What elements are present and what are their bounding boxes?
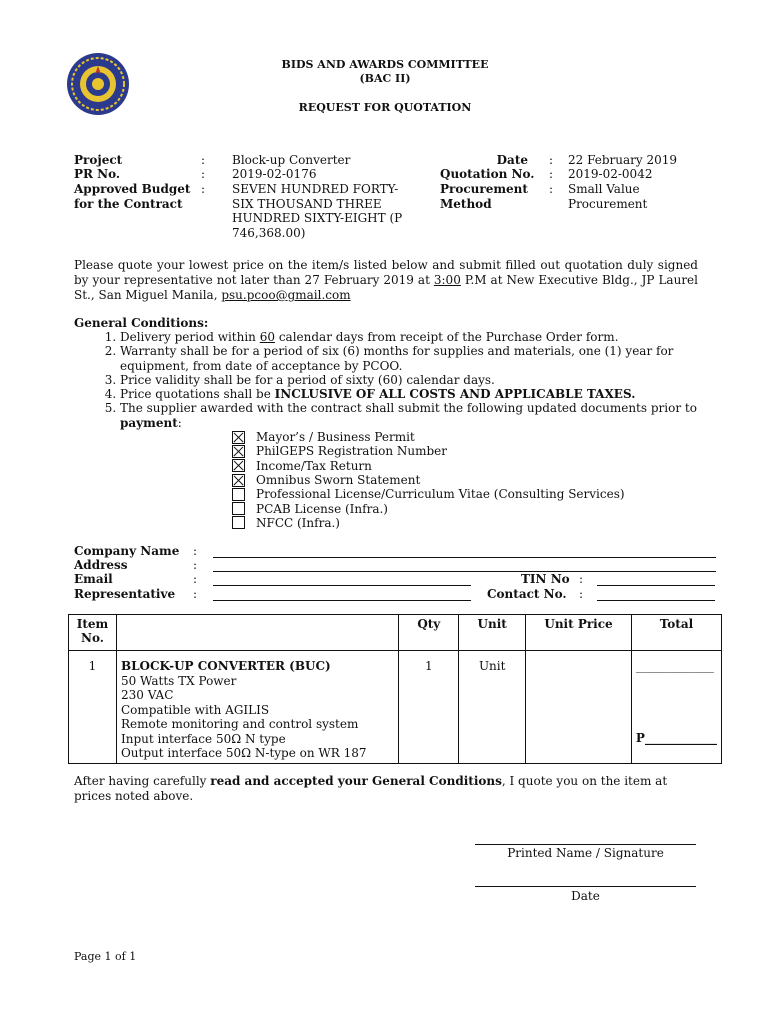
documents-checklist xyxy=(232,430,625,530)
colon: : xyxy=(193,558,198,572)
date-line[interactable] xyxy=(475,886,696,887)
company-name-label: Company Name xyxy=(74,544,180,558)
abc-label: Approved Budget for the Contract xyxy=(74,182,191,211)
printed-name-signature-label: Printed Name / Signature xyxy=(507,846,664,860)
intro-text-2: P.M at New Executive Bldg., JP Laurel St., San Miguel Manila, xyxy=(74,273,698,302)
condition-emphasis: INCLUSIVE OF ALL COSTS AND APPLICABLE TAXES. xyxy=(274,387,636,402)
condition-text: calendar days from receipt of the Purchase Order form. xyxy=(275,330,619,344)
colon: : xyxy=(579,572,584,586)
signature-line[interactable] xyxy=(475,844,696,845)
document-label: Professional License/Curriculum Vitae (Consulting Services) xyxy=(256,487,625,502)
colon: : xyxy=(193,587,198,601)
closing-emphasis: read and accepted your General Conditions xyxy=(210,774,502,788)
header-item-no: Item No. xyxy=(69,615,117,651)
committee-title: BIDS AND AWARDS COMMITTEE xyxy=(281,58,489,71)
closing-text: , I quote you on the item at prices noted above. xyxy=(74,774,668,803)
spec-line: Compatible with AGILIS xyxy=(120,702,270,717)
closing-statement xyxy=(74,774,694,804)
closing-text: After having carefully xyxy=(74,774,211,788)
item-no-cell: 1 xyxy=(69,651,117,764)
spec-line: Input interface 50Ω N type xyxy=(120,731,286,746)
document-item xyxy=(232,516,625,530)
colon: : xyxy=(201,153,206,167)
condition-text: The supplier awarded with the contract shall submit the following updated documents prior to xyxy=(120,401,697,416)
items-table xyxy=(68,614,722,764)
tin-label: TIN No xyxy=(521,572,570,586)
procurement-method-value: Small Value Procurement xyxy=(568,182,648,211)
condition-text: : xyxy=(177,415,182,430)
contact-no-label: Contact No. xyxy=(487,587,567,601)
condition-1 xyxy=(120,330,704,344)
document-title: REQUEST FOR QUOTATION xyxy=(298,101,472,114)
page-number: Page 1 of 1 xyxy=(74,950,137,963)
colon: : xyxy=(201,167,206,181)
document-label: Mayor’s / Business Permit xyxy=(256,430,415,445)
document-item xyxy=(232,459,625,473)
table-header-row xyxy=(69,615,722,651)
colon: : xyxy=(549,182,554,196)
contact-no-field[interactable] xyxy=(597,600,715,601)
project-label: Project xyxy=(74,153,123,167)
checkbox-unchecked[interactable] xyxy=(232,516,245,529)
pr-no-label: PR No. xyxy=(74,167,121,181)
colon: : xyxy=(201,182,206,196)
spec-line: 230 VAC xyxy=(120,688,174,702)
address-label: Address xyxy=(74,558,128,572)
email-field[interactable] xyxy=(213,585,471,586)
quotation-no-value: 2019-02-0042 xyxy=(568,167,653,181)
header-unit: Unit xyxy=(459,615,526,651)
qty-cell: 1 xyxy=(399,651,459,764)
colon: : xyxy=(579,587,584,601)
description-cell xyxy=(116,651,398,764)
unit-cell: Unit xyxy=(459,651,526,764)
condition-2: 2. Warranty shall be for a period of six (6) months for supplies and materials, one (1) year for equipment, from date of acceptance by PCOO. xyxy=(120,344,704,373)
address-field[interactable] xyxy=(213,571,716,572)
colon: : xyxy=(549,153,554,167)
representative-field[interactable] xyxy=(213,600,471,601)
condition-text: Delivery period within xyxy=(120,330,260,344)
signature-date-label: Date xyxy=(571,889,600,903)
unit-price-cell[interactable] xyxy=(526,651,632,764)
document-label: Income/Tax Return xyxy=(256,458,372,473)
colon: : xyxy=(193,572,198,586)
condition-4 xyxy=(120,387,704,401)
document-label: PCAB License (Infra.) xyxy=(256,501,388,516)
header-unit-price: Unit Price xyxy=(526,615,632,651)
checkbox-unchecked[interactable] xyxy=(232,502,245,515)
total-blank: _____________ xyxy=(635,659,714,673)
header-qty: Qty xyxy=(399,615,459,651)
quotation-no-label: Quotation No. xyxy=(440,167,535,181)
document-item xyxy=(232,487,625,501)
document-label: PhilGEPS Registration Number xyxy=(256,444,448,459)
checkbox-checked[interactable] xyxy=(232,474,245,487)
document-item xyxy=(232,430,625,444)
condition-emphasis: payment xyxy=(120,415,178,430)
spec-line: 50 Watts TX Power xyxy=(120,673,237,688)
conditions-list xyxy=(74,330,704,430)
general-conditions-heading: General Conditions: xyxy=(74,316,209,330)
spec-line: Output interface 50Ω N-type on WR 187 xyxy=(120,746,367,760)
representative-label: Representative xyxy=(74,587,176,601)
project-value: Block-up Converter xyxy=(232,153,351,167)
colon: : xyxy=(193,544,198,558)
document-label: Omnibus Sworn Statement xyxy=(256,473,421,488)
document-item xyxy=(232,444,625,458)
condition-5 xyxy=(120,401,704,430)
spec-line: Remote monitoring and control system xyxy=(120,717,359,731)
pr-no-value: 2019-02-0176 xyxy=(232,167,317,181)
email-link[interactable]: psu.pcoo@gmail.com xyxy=(221,288,351,302)
email-label: Email xyxy=(74,572,113,586)
date-label: Date xyxy=(496,153,528,167)
procurement-method-label: Procurement Method xyxy=(440,182,528,211)
table-row xyxy=(69,651,722,764)
checkbox-checked[interactable] xyxy=(232,445,245,458)
checkbox-unchecked[interactable] xyxy=(232,488,245,501)
tin-field[interactable] xyxy=(597,585,715,586)
deadline-time: 3:00 xyxy=(433,273,461,287)
condition-text: Price quotations shall be xyxy=(120,387,275,402)
checkbox-checked[interactable] xyxy=(232,431,245,444)
colon: : xyxy=(549,167,554,181)
header-description xyxy=(116,615,398,651)
item-title: BLOCK-UP CONVERTER (BUC) xyxy=(120,659,331,673)
bac-title: (BAC II) xyxy=(359,72,411,85)
delivery-days: 60 xyxy=(259,330,276,344)
intro-text-1: Please quote your lowest price on the item/s listed below and submit filled out quotation duly signed by your representative not later than 27 February 2019 at xyxy=(74,258,698,287)
company-name-field[interactable] xyxy=(213,557,716,558)
date-value: 22 February 2019 xyxy=(568,153,678,167)
header-total: Total xyxy=(631,615,721,651)
abc-value: SEVEN HUNDRED FORTY-SIX THOUSAND THREE HUNDRED SIXTY-EIGHT (P 746,368.00) xyxy=(232,182,403,240)
total-cell[interactable] xyxy=(631,651,721,764)
document-item xyxy=(232,473,625,487)
document-label: NFCC (Infra.) xyxy=(256,515,340,530)
condition-3: 3. Price validity shall be for a period of sixty (60) calendar days. xyxy=(120,373,704,387)
checkbox-checked[interactable] xyxy=(232,459,245,472)
intro-paragraph xyxy=(74,258,698,303)
document-item xyxy=(232,501,625,515)
total-amount: P____________ xyxy=(635,731,717,745)
